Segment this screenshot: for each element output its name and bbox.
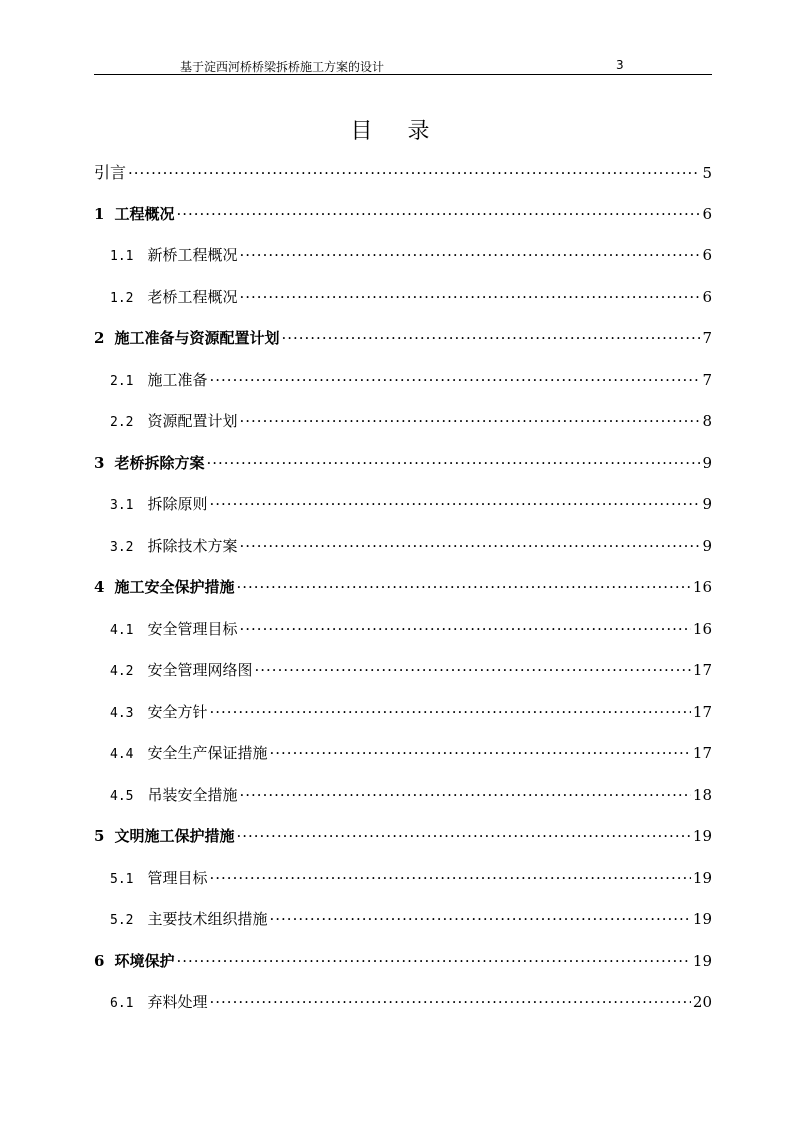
toc-entry-title: 新桥工程概况 [147,246,238,264]
toc-entry-page: 6 [702,204,712,223]
toc-entry-title: 弃料处理 [147,993,208,1011]
toc-entry-title: 安全管理目标 [147,619,238,638]
toc-entry-number: 5.1 [110,871,134,887]
table-of-contents [94,152,712,1024]
toc-entry-title: 安全生产保证措施 [147,744,268,762]
toc-entry-title: 管理目标 [147,868,208,887]
toc-entry[interactable] [94,526,712,568]
toc-entry[interactable] [94,858,712,900]
toc-entry-page: 9 [702,453,712,472]
toc-entry-number: 4.4 [110,747,134,762]
toc-entry[interactable] [94,443,712,485]
toc-entry-page: 16 [692,578,712,596]
toc-entry-number: 4.2 [110,664,134,679]
toc-entry[interactable] [94,650,712,692]
toc-entry[interactable] [94,692,712,734]
toc-entry-page: 16 [692,619,712,638]
toc-entry-number: 1.2 [110,290,134,306]
toc-entry-title: 拆除技术方案 [147,536,238,555]
toc-entry-number: 3.2 [110,539,134,555]
toc-entry-page: 8 [702,412,712,430]
toc-dot-leader [128,153,700,195]
toc-entry-number: 2.2 [110,415,134,430]
toc-entry-title: 工程概况 [114,204,175,223]
toc-entry[interactable] [94,982,712,1024]
toc-entry-page: 9 [702,536,712,555]
toc-entry[interactable] [94,318,712,360]
toc-entry-number: 4 [94,578,105,596]
toc-dot-leader [210,982,691,1024]
toc-entry-title: 文明施工保护措施 [114,827,235,845]
toc-entry-number: 4.1 [110,622,134,638]
toc-entry[interactable] [94,816,712,858]
toc-dot-leader [270,733,691,775]
toc-entry[interactable] [94,401,712,443]
toc-entry[interactable] [94,899,712,941]
toc-entry-number: 4.5 [110,788,134,804]
toc-entry-number: 4.3 [110,705,134,721]
toc-dot-leader [236,567,690,609]
toc-entry-page: 6 [702,287,712,306]
toc-dot-leader [210,858,691,900]
toc-entry-title: 引言 [94,163,127,182]
toc-entry-title: 老桥拆除方案 [114,453,205,472]
toc-entry-number: 3 [94,453,105,472]
toc-entry[interactable] [94,152,712,194]
toc-entry-page: 19 [692,951,712,970]
toc-entry-page: 5 [702,164,712,182]
toc-entry-title: 拆除原则 [147,495,208,513]
toc-entry-title: 老桥工程概况 [147,287,238,306]
toc-entry-title: 安全管理网络图 [147,661,253,679]
toc-entry[interactable] [94,775,712,817]
toc-entry-title: 施工准备 [147,370,208,389]
toc-dot-leader [210,692,691,734]
toc-entry-page: 19 [692,868,712,887]
page-header [94,56,712,75]
toc-entry-page: 6 [702,246,712,264]
toc-entry[interactable] [94,567,712,609]
toc-entry-page: 7 [702,329,712,347]
toc-entry-page: 20 [692,993,712,1011]
toc-dot-leader [240,235,701,277]
toc-entry-number: 5.2 [110,913,134,928]
toc-entry-number: 3.1 [110,498,134,513]
toc-dot-leader [281,318,700,360]
toc-entry-page: 19 [692,827,712,845]
toc-dot-leader [240,277,701,319]
toc-entry-title: 吊装安全措施 [147,785,238,804]
toc-entry[interactable] [94,194,712,236]
toc-entry-title: 安全方针 [147,702,208,721]
toc-entry-title: 施工准备与资源配置计划 [114,329,280,347]
toc-entry-title: 主要技术组织措施 [147,910,268,928]
toc-dot-leader [176,194,700,236]
toc-entry-page: 19 [692,910,712,928]
toc-entry[interactable] [94,733,712,775]
toc-entry-page: 18 [692,785,712,804]
toc-entry-page: 17 [692,661,712,679]
toc-dot-leader [240,526,701,568]
toc-entry-number: 1 [94,204,105,223]
toc-entry-number: 6 [94,951,105,970]
toc-entry-number: 2 [94,329,105,347]
toc-entry[interactable] [94,609,712,651]
toc-dot-leader [210,484,701,526]
toc-entry-number: 2.1 [110,373,134,389]
toc-entry[interactable] [94,360,712,402]
toc-entry-number: 6.1 [110,996,134,1011]
toc-dot-leader [240,775,691,817]
toc-entry[interactable] [94,277,712,319]
toc-entry-title: 施工安全保护措施 [114,578,235,596]
toc-entry-number: 1.1 [110,249,134,264]
toc-entry-title: 资源配置计划 [147,412,238,430]
toc-entry-number: 5 [94,827,105,845]
toc-dot-leader [240,401,701,443]
toc-entry[interactable] [94,941,712,983]
toc-dot-leader [176,941,690,983]
toc-dot-leader [240,609,691,651]
header-page-number: 3 [616,58,624,72]
toc-entry-title: 环境保护 [114,951,175,970]
toc-dot-leader [270,899,691,941]
toc-dot-leader [206,443,700,485]
toc-entry[interactable] [94,235,712,277]
toc-entry-page: 9 [702,495,712,513]
toc-entry-page: 17 [692,744,712,762]
toc-heading: 目 录 [350,119,444,144]
toc-dot-leader [210,360,701,402]
toc-entry-page: 17 [692,702,712,721]
header-title: 基于淀西河桥桥梁拆桥施工方案的设计 [180,60,385,74]
toc-entry-page: 7 [702,370,712,389]
toc-dot-leader [255,650,691,692]
toc-entry[interactable] [94,484,712,526]
toc-dot-leader [236,816,690,858]
